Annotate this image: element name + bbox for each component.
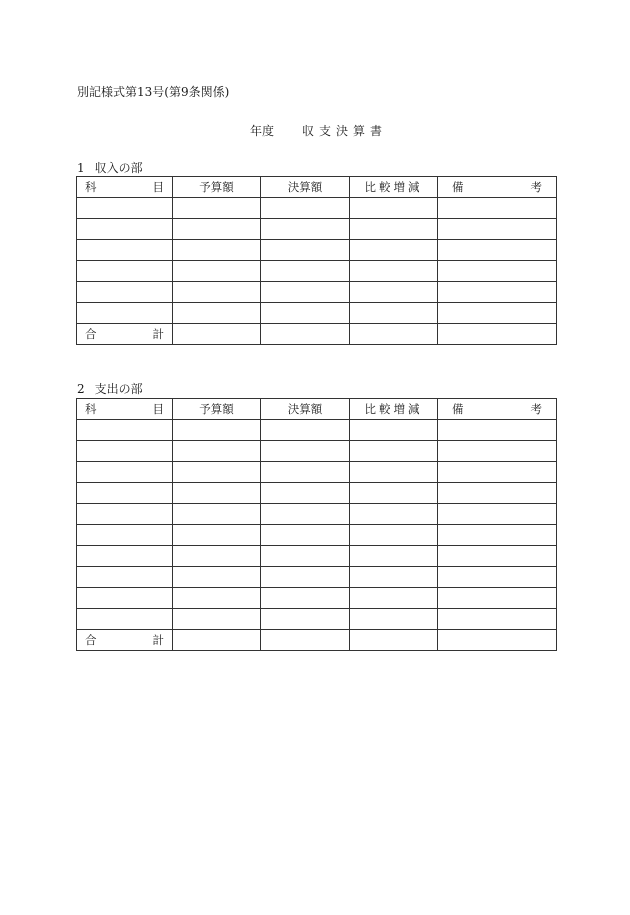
cell-remarks[interactable] xyxy=(438,441,557,462)
cell-comparison[interactable] xyxy=(350,198,438,219)
form-label: 別記様式第13号(第9条関係) xyxy=(77,85,230,99)
cell-settlement[interactable] xyxy=(261,198,350,219)
income-table-row xyxy=(77,303,557,324)
cell-subject[interactable] xyxy=(77,567,173,588)
total-comparison[interactable] xyxy=(350,324,438,345)
total-label: 合 計 xyxy=(77,630,173,651)
cell-settlement[interactable] xyxy=(261,420,350,441)
cell-comparison[interactable] xyxy=(350,261,438,282)
header-subject: 科 目 xyxy=(77,399,173,420)
header-remarks: 備 考 xyxy=(438,399,557,420)
cell-settlement[interactable] xyxy=(261,546,350,567)
cell-remarks[interactable] xyxy=(438,609,557,630)
header-comparison: 比較増減 xyxy=(350,399,438,420)
cell-settlement[interactable] xyxy=(261,261,350,282)
cell-subject[interactable] xyxy=(77,420,173,441)
cell-subject[interactable] xyxy=(77,483,173,504)
expense-table-row xyxy=(77,609,557,630)
cell-budget[interactable] xyxy=(173,609,261,630)
total-remarks[interactable] xyxy=(438,324,557,345)
cell-budget[interactable] xyxy=(173,525,261,546)
cell-subject[interactable] xyxy=(77,588,173,609)
cell-comparison[interactable] xyxy=(350,420,438,441)
cell-subject[interactable] xyxy=(77,282,173,303)
cell-settlement[interactable] xyxy=(261,609,350,630)
cell-comparison[interactable] xyxy=(350,240,438,261)
cell-remarks[interactable] xyxy=(438,483,557,504)
cell-budget[interactable] xyxy=(173,282,261,303)
income-header-row xyxy=(77,177,557,198)
header-comparison: 比較増減 xyxy=(350,177,438,198)
cell-subject[interactable] xyxy=(77,609,173,630)
cell-comparison[interactable] xyxy=(350,303,438,324)
cell-comparison[interactable] xyxy=(350,282,438,303)
cell-subject[interactable] xyxy=(77,462,173,483)
cell-comparison[interactable] xyxy=(350,546,438,567)
cell-settlement[interactable] xyxy=(261,567,350,588)
cell-settlement[interactable] xyxy=(261,525,350,546)
cell-budget[interactable] xyxy=(173,588,261,609)
income-section-heading xyxy=(77,160,143,176)
cell-budget[interactable] xyxy=(173,504,261,525)
cell-budget[interactable] xyxy=(173,240,261,261)
cell-remarks[interactable] xyxy=(438,282,557,303)
cell-remarks[interactable] xyxy=(438,219,557,240)
expense-table-row xyxy=(77,420,557,441)
header-subject: 科 目 xyxy=(77,177,173,198)
cell-remarks[interactable] xyxy=(438,546,557,567)
income-section-title: 収入の部 xyxy=(94,161,143,175)
cell-remarks[interactable] xyxy=(438,420,557,441)
total-comparison[interactable] xyxy=(350,630,438,651)
cell-comparison[interactable] xyxy=(350,483,438,504)
cell-subject[interactable] xyxy=(77,240,173,261)
income-total-row xyxy=(77,324,557,345)
total-settlement[interactable] xyxy=(261,630,350,651)
cell-comparison[interactable] xyxy=(350,219,438,240)
expense-total-row xyxy=(77,630,557,651)
total-budget[interactable] xyxy=(173,324,261,345)
cell-comparison[interactable] xyxy=(350,441,438,462)
cell-settlement[interactable] xyxy=(261,588,350,609)
cell-budget[interactable] xyxy=(173,462,261,483)
cell-settlement[interactable] xyxy=(261,282,350,303)
header-settlement: 決算額 xyxy=(261,177,350,198)
header-budget: 予算額 xyxy=(173,177,261,198)
cell-subject[interactable] xyxy=(77,525,173,546)
cell-settlement[interactable] xyxy=(261,483,350,504)
cell-subject[interactable] xyxy=(77,261,173,282)
cell-remarks[interactable] xyxy=(438,504,557,525)
document-title xyxy=(250,123,387,139)
cell-remarks[interactable] xyxy=(438,588,557,609)
expense-table-row xyxy=(77,504,557,525)
cell-budget[interactable] xyxy=(173,441,261,462)
expense-table-row xyxy=(77,483,557,504)
cell-budget[interactable] xyxy=(173,483,261,504)
cell-settlement[interactable] xyxy=(261,504,350,525)
cell-budget[interactable] xyxy=(173,546,261,567)
income-table-row xyxy=(77,240,557,261)
expense-table-row xyxy=(77,588,557,609)
cell-remarks[interactable] xyxy=(438,567,557,588)
cell-comparison[interactable] xyxy=(350,588,438,609)
cell-budget[interactable] xyxy=(173,303,261,324)
cell-remarks[interactable] xyxy=(438,462,557,483)
expense-header-row xyxy=(77,399,557,420)
header-remarks: 備 考 xyxy=(438,177,557,198)
header-budget: 予算額 xyxy=(173,399,261,420)
income-table-row xyxy=(77,261,557,282)
cell-budget[interactable] xyxy=(173,567,261,588)
cell-remarks[interactable] xyxy=(438,198,557,219)
expense-section-heading xyxy=(77,381,143,397)
cell-subject[interactable] xyxy=(77,198,173,219)
title-year: 年度 xyxy=(250,124,275,138)
expense-table-row xyxy=(77,525,557,546)
total-settlement[interactable] xyxy=(261,324,350,345)
cell-subject[interactable] xyxy=(77,504,173,525)
cell-remarks[interactable] xyxy=(438,261,557,282)
cell-budget[interactable] xyxy=(173,420,261,441)
cell-subject[interactable] xyxy=(77,546,173,567)
income-table-row xyxy=(77,198,557,219)
cell-remarks[interactable] xyxy=(438,303,557,324)
cell-subject[interactable] xyxy=(77,219,173,240)
cell-budget[interactable] xyxy=(173,198,261,219)
header-settlement: 決算額 xyxy=(261,399,350,420)
cell-settlement[interactable] xyxy=(261,462,350,483)
expense-table-row xyxy=(77,441,557,462)
expense-table-row xyxy=(77,462,557,483)
expense-table-row xyxy=(77,546,557,567)
cell-budget[interactable] xyxy=(173,261,261,282)
cell-subject[interactable] xyxy=(77,441,173,462)
cell-settlement[interactable] xyxy=(261,441,350,462)
total-budget[interactable] xyxy=(173,630,261,651)
income-table xyxy=(76,176,557,345)
cell-settlement[interactable] xyxy=(261,219,350,240)
title-main: 収支決算書 xyxy=(302,124,388,138)
cell-comparison[interactable] xyxy=(350,609,438,630)
income-table-row xyxy=(77,219,557,240)
income-table-row xyxy=(77,282,557,303)
cell-settlement[interactable] xyxy=(261,240,350,261)
cell-settlement[interactable] xyxy=(261,303,350,324)
cell-remarks[interactable] xyxy=(438,525,557,546)
cell-subject[interactable] xyxy=(77,303,173,324)
cell-comparison[interactable] xyxy=(350,462,438,483)
cell-comparison[interactable] xyxy=(350,567,438,588)
expense-section-number: 2 xyxy=(77,382,85,396)
cell-remarks[interactable] xyxy=(438,240,557,261)
expense-table-row xyxy=(77,567,557,588)
cell-comparison[interactable] xyxy=(350,525,438,546)
total-label: 合 計 xyxy=(77,324,173,345)
cell-budget[interactable] xyxy=(173,219,261,240)
income-section-number: 1 xyxy=(77,161,85,175)
expense-section-title: 支出の部 xyxy=(94,382,143,396)
cell-comparison[interactable] xyxy=(350,504,438,525)
expense-table xyxy=(76,398,557,651)
total-remarks[interactable] xyxy=(438,630,557,651)
